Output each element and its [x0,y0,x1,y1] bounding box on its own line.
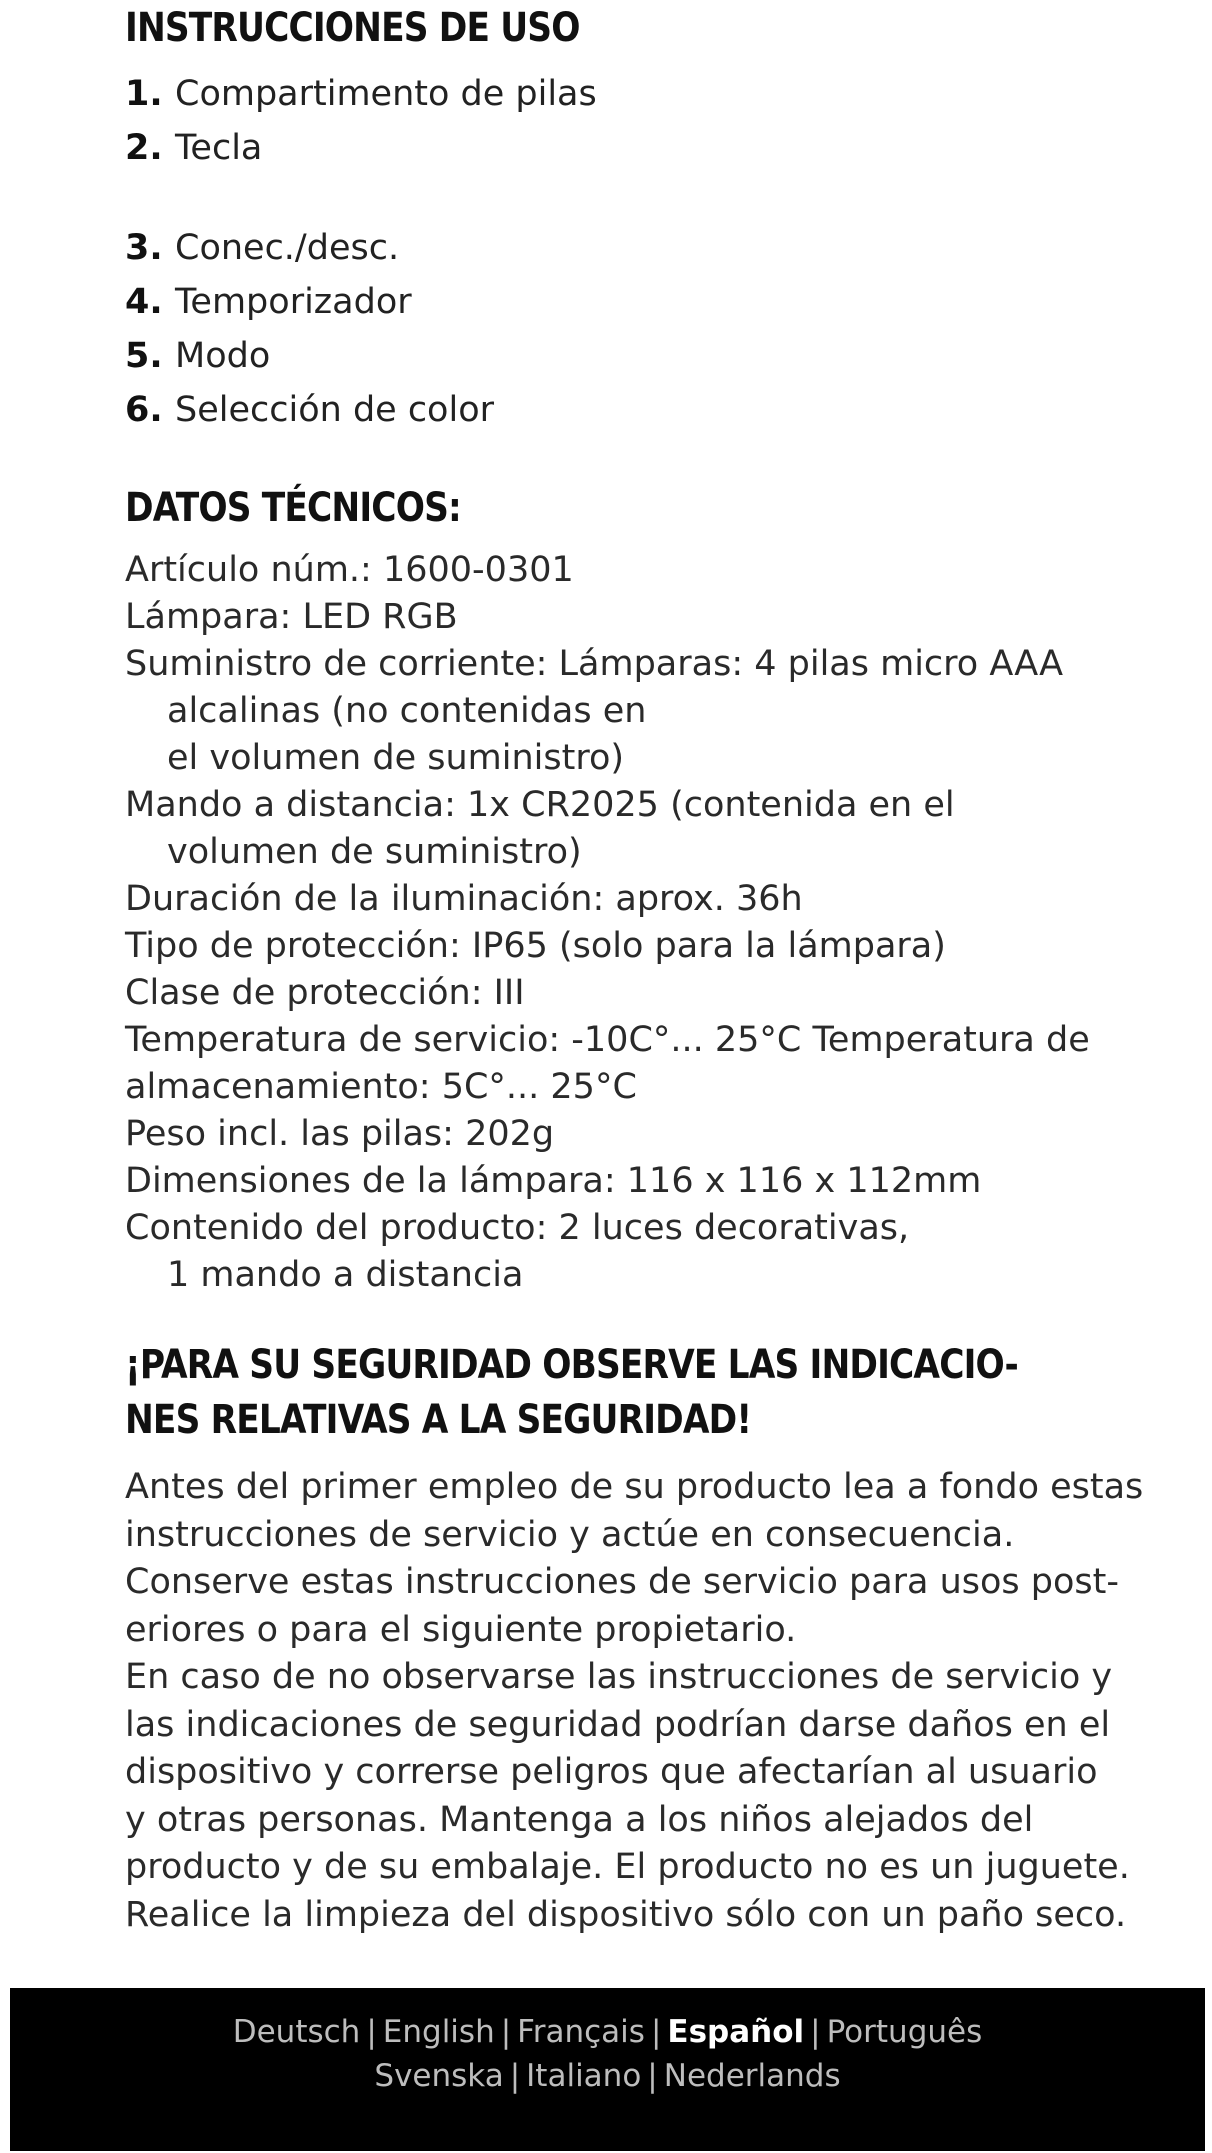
item-label: Tecla [175,128,263,168]
language-link-francais[interactable]: Français [517,2014,645,2050]
paragraph-line: En caso de no observarse las instrucciones de servicio y [125,1657,1113,1697]
paragraph-line: Realice la limpieza del dispositivo sólo con un paño seco. [125,1894,1127,1935]
paragraph-line: Antes del primer empleo de su producto lea a fondo estas [125,1467,1144,1507]
safety-paragraph [125,1464,1143,1939]
safety-heading-line1: ¡PARA SU SEGURIDAD OBSERVE LAS INDICACIO- [125,1342,1018,1388]
item-label: Temporizador [175,282,412,322]
spec-line: 1 mando a distancia [167,1255,524,1295]
language-link-nederlands[interactable]: Nederlands [663,2058,841,2094]
language-separator: | [366,2014,377,2050]
language-separator: | [509,2058,521,2094]
list-item [125,67,597,121]
language-separator: | [500,2014,512,2050]
specs-list [125,547,1090,1299]
list-item [125,121,597,175]
spec-line: Duración de la iluminación: aprox. 36h [125,879,803,919]
language-link-deutsch[interactable]: Deutsch [232,2014,361,2050]
paragraph-line: eriores o para el siguiente propietario. [125,1609,797,1650]
language-link-espanol[interactable]: Español [667,2014,805,2050]
language-separator: | [810,2014,821,2050]
spec-line: Suministro de corriente: Lámparas: 4 pilas micro AAA [125,644,1064,684]
list-item [125,221,597,275]
list-item [125,275,597,329]
spec-line: volumen de suministro) [167,832,582,872]
language-link-portugues[interactable]: Português [826,2014,983,2050]
list-item [125,383,597,437]
spec-line: almacenamiento: 5C°... 25°C [125,1067,637,1107]
paragraph-line: y otras personas. Mantenga a los niños alejados del [125,1799,1034,1840]
item-label: Selección de color [175,390,494,430]
paragraph-line: dispositivo y correrse peligros que afectarían al usuario [125,1752,1098,1792]
spec-line: el volumen de suministro) [167,738,625,778]
language-separator: | [647,2058,658,2094]
specs-heading: DATOS TÉCNICOS: [125,485,461,531]
instructions-heading: INSTRUCCIONES DE USO [125,5,580,51]
item-label: Compartimento de pilas [175,74,597,114]
spec-line: alcalinas (no contenidas en [167,691,647,731]
item-number: 4. [125,282,163,322]
instructions-list [125,67,597,437]
language-separator: | [650,2014,662,2050]
paragraph-line: las indicaciones de seguridad podrían darse daños en el [125,1704,1111,1745]
language-link-italiano[interactable]: Italiano [526,2058,642,2094]
item-label: Conec./desc. [175,228,400,268]
spec-line: Dimensiones de la lámpara: 116 x 116 x 112mm [125,1161,982,1201]
item-label: Modo [175,336,271,376]
paragraph-line: instrucciones de servicio y actúe en consecuencia. [125,1514,1015,1555]
language-row-2 [10,2058,1205,2094]
spec-line: Lámpara: LED RGB [125,597,458,637]
spec-line: Mando a distancia: 1x CR2025 (contenida en el [125,785,955,825]
spec-line: Contenido del producto: 2 luces decorativas, [125,1208,910,1248]
spec-line: Clase de protección: III [125,973,525,1013]
paragraph-line: producto y de su embalaje. El producto no es un juguete. [125,1847,1130,1887]
list-item [125,329,597,383]
spec-line: Temperatura de servicio: -10C°... 25°C Temperatura de [125,1020,1090,1060]
paragraph-line: Conserve estas instrucciones de servicio para usos post- [125,1562,1120,1602]
language-footer [10,1988,1205,2151]
safety-heading-line2: NES RELATIVAS A LA SEGURIDAD! [125,1397,752,1443]
language-link-english[interactable]: English [382,2014,495,2050]
spec-line: Tipo de protección: IP65 (solo para la lámpara) [125,926,946,966]
item-number: 2. [125,128,163,168]
language-row-1 [10,2014,1205,2050]
item-number: 3. [125,228,163,268]
language-link-svenska[interactable]: Svenska [374,2058,504,2094]
item-number: 6. [125,390,163,430]
spec-line: Artículo núm.: 1600-0301 [125,550,574,590]
spec-line: Peso incl. las pilas: 202g [125,1114,555,1154]
item-number: 1. [125,74,163,114]
item-number: 5. [125,336,163,376]
